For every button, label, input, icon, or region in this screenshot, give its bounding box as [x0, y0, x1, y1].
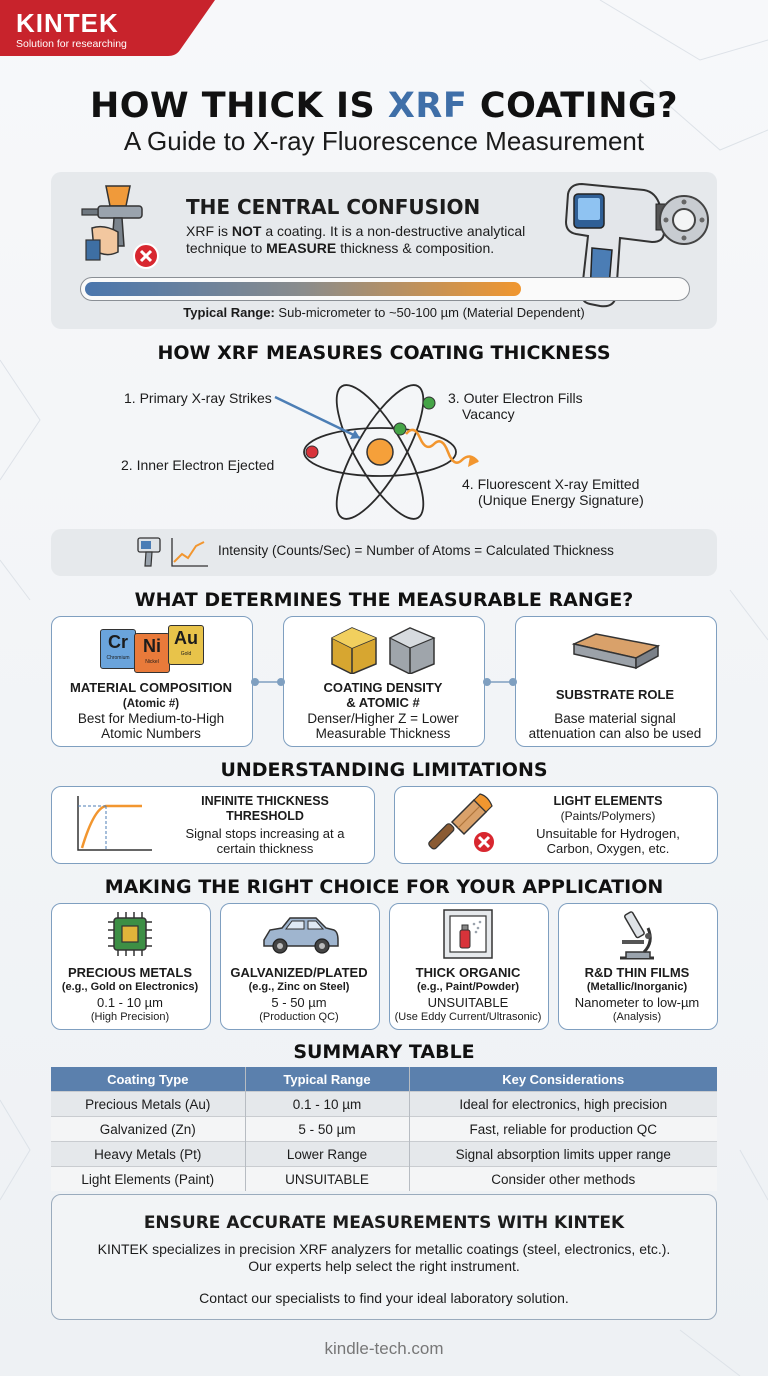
substrate-role-desc	[520, 711, 710, 741]
app-sub-galvanized: (e.g., Zinc on Steel)	[248, 981, 350, 993]
limit-title-line2: THRESHOLD	[226, 809, 304, 823]
table-cell: Galvanized (Zn)	[51, 1117, 245, 1142]
app-value-thin-films: Nanometer to low-µm	[574, 995, 700, 1010]
table-header: Coating Type	[51, 1067, 245, 1092]
app-sub-thin-films: (Metallic/Inorganic)	[586, 981, 688, 993]
table-cell: Precious Metals (Au)	[51, 1092, 245, 1117]
typical-range-bar	[80, 277, 690, 301]
title-accent: XRF	[387, 86, 468, 126]
light-elements-desc	[510, 826, 706, 856]
table-cell: Heavy Metals (Pt)	[51, 1142, 245, 1167]
confusion-description	[186, 223, 566, 257]
title-suffix: COATING?	[467, 86, 679, 126]
saturation-curve-icon	[72, 792, 156, 856]
applications-heading: MAKING THE RIGHT CHOICE FOR YOUR APPLICATION	[104, 876, 664, 898]
table-cell: 0.1 - 10 µm	[245, 1092, 409, 1117]
card-title-line2: & ATOMIC #	[346, 695, 420, 710]
table-header: Key Considerations	[409, 1067, 717, 1092]
infinite-thickness-title	[170, 794, 360, 824]
cta-contact-line[interactable]: Contact our specialists to find your ideal laboratory solution.	[199, 1290, 569, 1306]
analyzer-chart-icon	[134, 534, 212, 572]
card-desc-line1: Denser/Higher Z = Lower	[307, 711, 459, 726]
table-row	[51, 1167, 717, 1192]
table-cell: UNSUITABLE	[245, 1167, 409, 1192]
app-note-thin-films: (Analysis)	[612, 1011, 662, 1023]
card-desc-line1: Best for Medium-to-High	[77, 711, 225, 726]
confusion-text: a coating. It is a non-destructive analytical	[261, 223, 526, 239]
limit-desc-line2: certain thickness	[216, 841, 314, 856]
step-outer-electron-line2: Vacancy	[462, 406, 515, 422]
table-header-row	[51, 1067, 717, 1092]
element-tile	[168, 625, 204, 665]
step-inner-electron: 2. Inner Electron Ejected	[121, 457, 275, 473]
substrate-role-title: SUBSTRATE ROLE	[555, 687, 675, 702]
summary-table	[51, 1067, 717, 1191]
app-title-precious: PRECIOUS METALS	[68, 965, 192, 980]
limit-desc-line1: Unsuitable for Hydrogen,	[536, 826, 680, 841]
confusion-text: thickness & composition.	[336, 240, 495, 256]
element-tile	[134, 633, 170, 673]
limit-desc-line1: Signal stops increasing at a	[185, 826, 345, 841]
table-cell: Signal absorption limits upper range	[409, 1142, 717, 1167]
material-composition-title	[60, 680, 242, 712]
periodic-elements-icon	[100, 625, 204, 671]
card-title-line1: COATING DENSITY	[323, 680, 443, 695]
substrate-block-icon	[570, 630, 662, 672]
cta-box	[51, 1194, 717, 1320]
brand-name: KINTEK	[16, 8, 119, 38]
step-outer-electron-line1: 3. Outer Electron Fills	[448, 390, 583, 406]
app-title-thin-films: R&D THIN FILMS	[584, 965, 690, 980]
app-title-galvanized: GALVANIZED/PLATED	[230, 965, 368, 980]
confusion-emphasis-measure: MEASURE	[266, 240, 337, 256]
app-note-precious: (High Precision)	[90, 1011, 170, 1023]
infinite-thickness-desc	[168, 826, 362, 856]
confusion-text: technique to	[186, 240, 267, 256]
typical-range-label: Typical Range:	[183, 305, 275, 320]
material-composition-desc	[60, 711, 242, 741]
app-value-precious: 0.1 - 10 µm	[96, 995, 163, 1010]
table-cell: Fast, reliable for production QC	[409, 1117, 717, 1142]
limit-title-line1: LIGHT ELEMENTS	[553, 794, 663, 808]
paintbrush-icon	[424, 792, 504, 856]
card-title-line1: MATERIAL COMPOSITION	[69, 680, 233, 695]
limit-desc-line2: Carbon, Oxygen, etc.	[546, 841, 670, 856]
summary-heading: SUMMARY TABLE	[293, 1041, 475, 1063]
app-note-organic: (Use Eddy Current/Ultrasonic)	[394, 1011, 542, 1023]
cta-title: ENSURE ACCURATE MEASUREMENTS WITH KINTEK	[143, 1213, 625, 1233]
table-cell: 5 - 50 µm	[245, 1117, 409, 1142]
step-fluorescent-line2: (Unique Energy Signature)	[478, 492, 644, 508]
app-note-galvanized: (Production QC)	[259, 1011, 339, 1023]
cta-line-2: Our experts help select the right instrument.	[248, 1258, 520, 1274]
app-sub-organic: (e.g., Paint/Powder)	[416, 981, 520, 993]
brand-tagline: Solution for researching	[16, 38, 127, 50]
typical-range-value: Sub-micrometer to ~50-100 µm (Material Dependent)	[274, 305, 585, 320]
table-cell: Ideal for electronics, high precision	[409, 1092, 717, 1117]
card-desc-line2: Atomic Numbers	[101, 726, 201, 741]
density-cubes-icon	[328, 624, 440, 674]
confusion-title: THE CENTRAL CONFUSION	[186, 195, 481, 219]
table-cell: Light Elements (Paint)	[51, 1167, 245, 1192]
step-outer-electron	[448, 390, 583, 422]
page-subtitle: A Guide to X-ray Fluorescence Measurement	[123, 126, 645, 156]
spray-gun-icon	[78, 180, 168, 272]
intensity-formula: Intensity (Counts/Sec) = Number of Atoms = Calculated Thickness	[218, 543, 614, 558]
cta-line-1: KINTEK specializes in precision XRF analyzers for metallic coatings (steel, electronics, etc.).	[97, 1241, 671, 1257]
element-tile	[100, 629, 136, 669]
table-header: Typical Range	[245, 1067, 409, 1092]
footer-url-link[interactable]: kindle-tech.com	[324, 1339, 444, 1358]
element-symbol: Au	[174, 628, 198, 648]
step-primary-xray: 1. Primary X-ray Strikes	[124, 390, 272, 406]
title-prefix: HOW THICK IS	[89, 86, 388, 126]
step-fluorescent-line1: 4. Fluorescent X-ray Emitted	[462, 476, 640, 492]
card-desc-line2: Measurable Thickness	[315, 726, 451, 741]
app-title-organic: THICK ORGANIC	[415, 965, 521, 980]
typical-range-bar-fill	[85, 282, 521, 296]
table-cell: Lower Range	[245, 1142, 409, 1167]
element-name: Gold	[180, 651, 192, 657]
element-name: Nickel	[145, 659, 159, 665]
confusion-text: XRF is	[186, 223, 232, 239]
element-symbol: Cr	[107, 632, 128, 652]
step-fluorescent-xray	[462, 476, 644, 508]
measure-heading: HOW XRF MEASURES COATING THICKNESS	[157, 342, 611, 364]
app-sub-precious: (e.g., Gold on Electronics)	[61, 981, 199, 993]
determines-heading: WHAT DETERMINES THE MEASURABLE RANGE?	[134, 589, 634, 611]
table-row	[51, 1142, 717, 1167]
limitations-heading: UNDERSTANDING LIMITATIONS	[220, 759, 548, 781]
confusion-emphasis-not: NOT	[231, 223, 262, 239]
spray-booth-icon	[440, 908, 496, 960]
microscope-icon	[614, 906, 662, 962]
light-elements-title	[510, 794, 706, 824]
card-desc-line1: Base material signal	[554, 711, 676, 726]
typical-range-caption	[0, 305, 768, 320]
element-symbol: Ni	[143, 636, 161, 656]
microchip-icon	[104, 908, 156, 960]
limit-title-line2: (Paints/Polymers)	[560, 809, 656, 823]
coating-density-title	[292, 680, 474, 710]
limit-title-line1: INFINITE THICKNESS	[201, 794, 329, 808]
table-row	[51, 1117, 717, 1142]
element-name: Chromium	[106, 655, 130, 661]
table-row	[51, 1092, 717, 1117]
car-icon	[260, 912, 340, 956]
coating-density-desc	[292, 711, 474, 741]
card-desc-line2: attenuation can also be used	[528, 726, 702, 741]
app-value-organic: UNSUITABLE	[427, 995, 509, 1010]
brand-logo[interactable]	[0, 0, 215, 58]
card-title-line2: (Atomic #)	[122, 698, 180, 710]
app-value-galvanized: 5 - 50 µm	[271, 995, 327, 1010]
table-cell: Consider other methods	[409, 1167, 717, 1192]
page-title	[0, 86, 768, 126]
